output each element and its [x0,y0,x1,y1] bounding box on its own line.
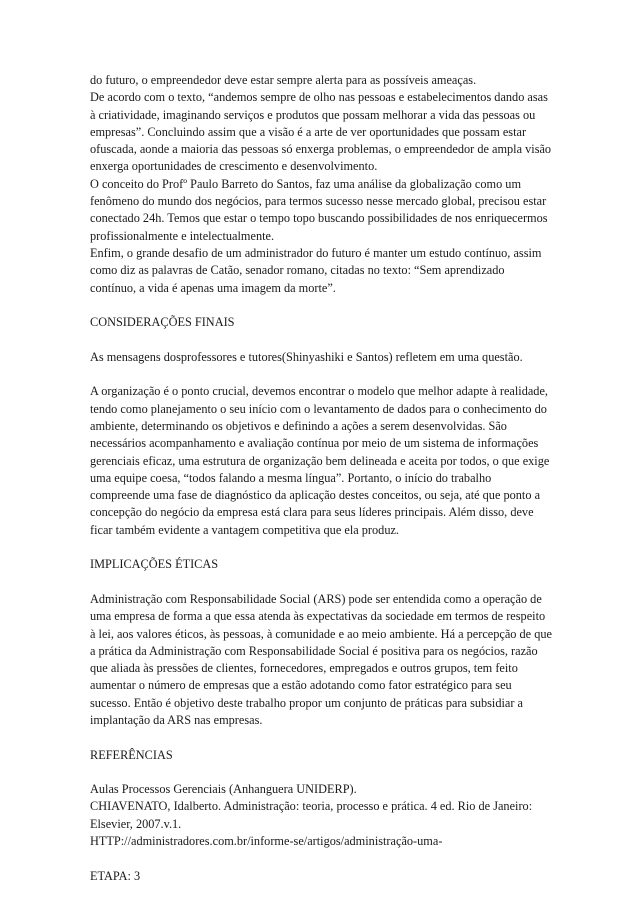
spacer [90,729,552,746]
spacer [90,297,552,314]
spacer [90,331,552,348]
spacer [90,850,552,867]
section-heading-referencias: REFERÊNCIAS [90,747,173,762]
consideracoes-paragraph-2: A organização é o ponto crucial, devemos encontrar o modelo que melhor adapte à realidade, tendo como planejamento o seu início com o levantamento de dados para o conhecimento do ambiente, determinando os objetivos e definindo a ações a serem desenvolvidas. São necessários acompanhamento e avaliação contínua por meio de um sistema de informações gerenciais eficaz, uma estrutura de organização bem delineada e aceita por todos, o que exige uma equipe coesa, “todos falando a mesma língua”. Portanto, o início do trabalho compreende uma fase de diagnóstico da aplicação destes conceitos, ou seja, até que ponto a concepção do negócio da empresa está clara para seus líderes principais. Além disso, deve ficar também evidente a vantagem competitiva que ela produz. [90,384,550,537]
intro-paragraph-1: do futuro, o empreendedor deve estar sempre alerta para as possíveis ameaças. [90,73,477,87]
implicacoes-paragraph-1: Administração com Responsabilidade Social (ARS) pode ser entendida como a operação de uma empresa de forma a que essa atenda às expectativas da sociedade em termos de respeito à lei, aos valores éticos, às pessoas, à comunidade e ao meio ambiente. Há a percepção de que a prática da Administração com Responsabilidade Social é positiva para os negócios, razão que aliada às pressões de clientes, fornecedores, empregados e outros grupos, tem feito aumentar o número de empresas que a estão adotando como fator estratégico para seu sucesso. Então é objetivo deste trabalho propor um conjunto de práticas para subsidiar a implantação da ARS nas empresas. [90,591,552,727]
spacer [90,366,552,383]
section-heading-implicacoes: IMPLICAÇÕES ÉTICAS [90,557,219,572]
section-heading-consideracoes: CONSIDERAÇÕES FINAIS [90,315,235,330]
reference-item-3: HTTP://administradores.com.br/informe-se/artigos/administração-uma- [90,834,443,849]
intro-paragraph-2: De acordo com o texto, “andemos sempre de olho nas pessoas e estabelecimentos dando asas à criatividade, imaginando serviços e produtos que possam melhorar a vida das pessoas ou empresas”. Concluindo assim que a visão é a arte de ver oportunidades que possam estar ofuscada, aonde a maioria das pessoas só enxerga problemas, o empreendedor de ampla visão enxerga oportunidades de crescimento e desenvolvimento. [90,90,552,174]
spacer [90,574,552,591]
intro-paragraph-3: O conceito do Profº Paulo Barreto do Santos, faz uma análise da globalização como um fenômeno do mundo dos negócios, para termos sucesso nesse mercado global, precisou estar conectado 24h. Temos que estar o tempo topo buscando possibilidades de nos enriquecermos profissionalmente e intelectualmente. [90,176,548,243]
reference-item-2: CHIAVENATO, Idalberto. Administração: teoria, processo e prática. 4 ed. Rio de Janeiro: Elsevier, 2007.v.1. [90,799,533,831]
spacer [90,764,552,781]
document-page [90,72,552,885]
reference-item-1: Aulas Processos Gerenciais (Anhanguera UNIDERP). [90,782,357,797]
etapa-label: ETAPA: 3 [90,868,141,883]
intro-paragraph-4: Enfim, o grande desafio de um administrador do futuro é manter um estudo contínuo, assim como diz as palavras de Catão, senador romano, citadas no texto: “Sem aprendizado contínuo, a vida é apenas uma imagem da morte”. [90,245,542,295]
spacer [90,539,552,556]
consideracoes-paragraph-1: As mensagens dosprofessores e tutores(Shinyashiki e Santos) refletem em uma questão. [90,349,523,364]
